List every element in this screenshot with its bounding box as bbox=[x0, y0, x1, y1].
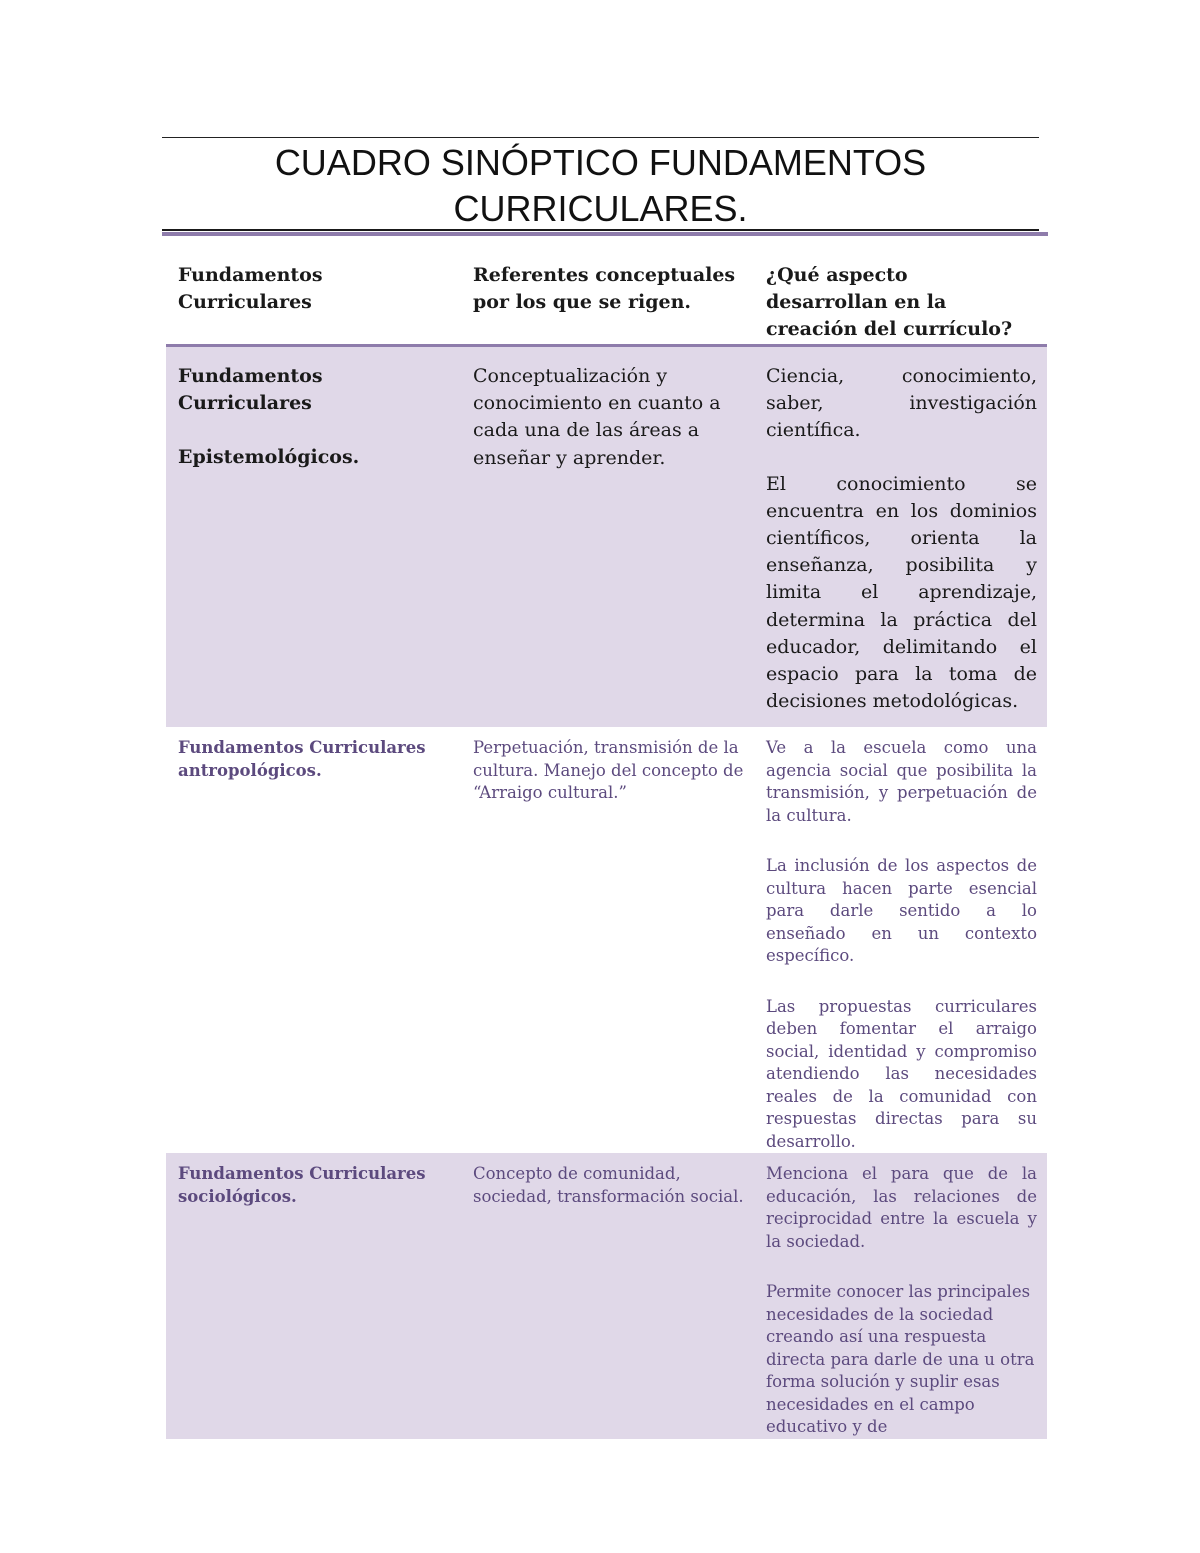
table-row-sociologicos bbox=[166, 1153, 1047, 1439]
aspecto-paragraph: Ve a la escuela como una agencia social que posibilita la transmisión, y perpetuación de la cultura. bbox=[766, 738, 1037, 825]
header-fundamentos: Fundamentos Curriculares bbox=[166, 244, 461, 346]
aspecto-paragraph: Menciona el para que de la educación, las relaciones de reciprocidad entre la escuela y la sociedad. bbox=[766, 1164, 1037, 1251]
row-label: Fundamentos Curriculares antropológicos. bbox=[178, 738, 426, 780]
cell-aspectos bbox=[754, 727, 1047, 1153]
synoptic-table bbox=[166, 244, 1047, 1439]
cell-referentes bbox=[461, 1153, 754, 1439]
cell-aspectos bbox=[754, 1153, 1047, 1439]
cell-label bbox=[166, 346, 461, 728]
cell-label bbox=[166, 1153, 461, 1439]
title-accent-rule bbox=[162, 232, 1048, 236]
table-row-antropologicos bbox=[166, 727, 1047, 1153]
row-label-line1: Fundamentos Curriculares bbox=[178, 365, 323, 415]
referentes-text: Conceptualización y conocimiento en cuanto a cada una de las áreas a enseñar y aprender. bbox=[473, 365, 721, 469]
aspecto-paragraph: La inclusión de los aspectos de cultura hacen parte esencial para darle sentido a lo enseñado en un contexto específico. bbox=[766, 856, 1037, 965]
title-rule bbox=[162, 229, 1039, 231]
aspecto-paragraph: Ciencia, conocimiento, saber, investigación científica. bbox=[766, 365, 1037, 442]
cell-referentes bbox=[461, 727, 754, 1153]
cell-aspectos bbox=[754, 346, 1047, 728]
top-rule bbox=[162, 137, 1039, 138]
table-header-row bbox=[166, 244, 1047, 346]
aspecto-paragraph: El conocimiento se encuentra en los dominios científicos, orienta la enseñanza, posibilita y limita el aprendizaje, determina la práctica del educador, delimitando el espacio para la toma de decisiones metodológicas. bbox=[766, 472, 1037, 713]
header-referentes: Referentes conceptuales por los que se rigen. bbox=[461, 244, 754, 346]
table-row-epistemologicos bbox=[166, 346, 1047, 728]
row-label-line2: Epistemológicos. bbox=[178, 446, 360, 469]
aspecto-paragraph: Las propuestas curriculares deben fomentar el arraigo social, identidad y compromiso atendiendo las necesidades reales de la comunidad con respuestas directas para su desarrollo. bbox=[766, 996, 1037, 1151]
document-title: CUADRO SINÓPTICO FUNDAMENTOS CURRICULARES. bbox=[274, 142, 927, 229]
referentes-text: Concepto de comunidad, sociedad, transformación social. bbox=[473, 1164, 744, 1206]
referentes-text: Perpetuación, transmisión de la cultura. Manejo del concepto de “Arraigo cultural.” bbox=[473, 738, 744, 802]
header-aspectos: ¿Qué aspecto desarrollan en la creación del currículo? bbox=[754, 244, 1047, 346]
cell-label bbox=[166, 727, 461, 1153]
row-label: Fundamentos Curriculares sociológicos. bbox=[178, 1164, 426, 1206]
aspecto-paragraph: Permite conocer las principales necesidades de la sociedad creando así una respuesta directa para darle de una u otra forma solución y suplir esas necesidades en el campo educativo y de bbox=[766, 1282, 1035, 1436]
cell-referentes bbox=[461, 346, 754, 728]
